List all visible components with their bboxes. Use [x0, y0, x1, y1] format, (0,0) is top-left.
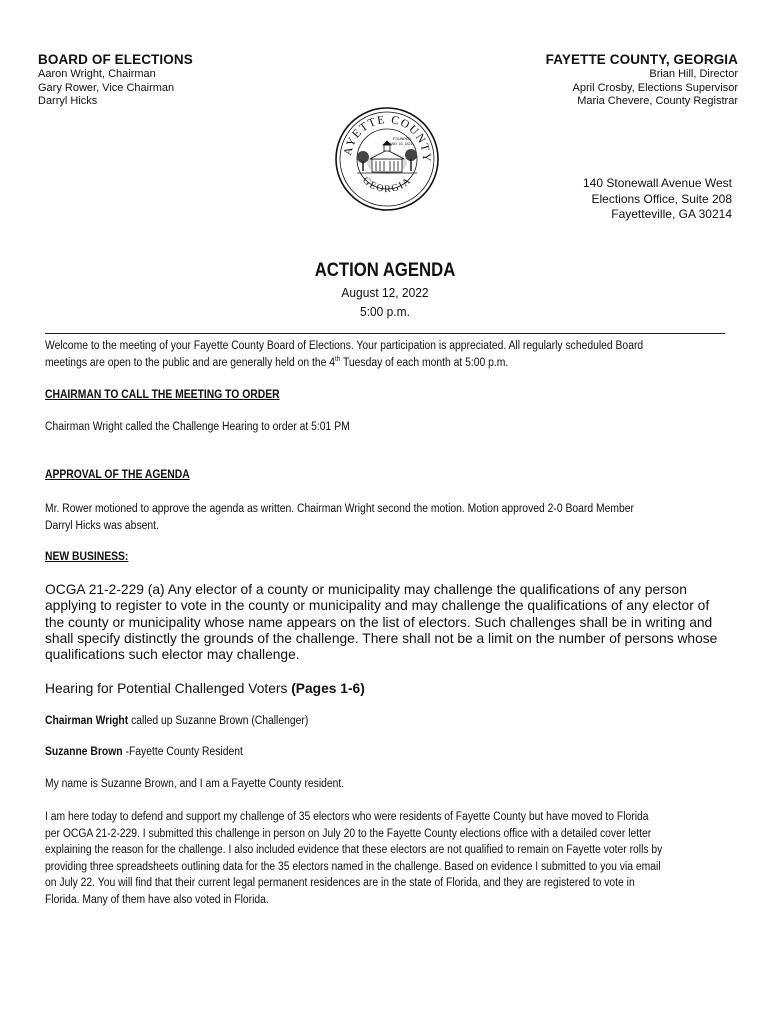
office-address — [583, 176, 732, 223]
testimony-line: explaining the reason for the challenge. I also included evidence that these electors are not qualified to remain on Fayette voter rolls by — [45, 844, 663, 856]
section-heading-new-business: NEW BUSINESS: — [45, 551, 129, 563]
speaker-role: -Fayette County Resident — [122, 746, 243, 758]
ocga-line: shall specify distinctly the grounds of the challenge. There shall not be a limit on the number of persons whose — [45, 630, 718, 646]
intro-text: meetings are open to the public and are generally held on the 4 — [45, 356, 336, 369]
section-heading-approval: APPROVAL OF THE AGENDA — [45, 469, 190, 481]
speaker-statement: My name is Suzanne Brown, and I am a Fayette County resident. — [45, 778, 345, 790]
board-title: BOARD OF ELECTIONS — [38, 52, 193, 67]
staff-list — [573, 68, 738, 109]
staff-line: Brian Hill, Director — [649, 68, 738, 80]
county-title: FAYETTE COUNTY, GEORGIA — [545, 52, 738, 67]
ocga-paragraph — [45, 582, 745, 663]
seal-founded-date: MAY 15, 1821 — [390, 142, 413, 146]
approval-text — [45, 501, 729, 534]
chairman-name: Chairman Wright — [45, 715, 129, 727]
intro-text: Tuesday of each month at 5:00 p.m. — [340, 356, 509, 369]
intro-line: Welcome to the meeting of your Fayette County Board of Elections. Your participation is appreciated. All regularly scheduled Board — [45, 340, 644, 352]
ocga-line: qualifications such elector may challenge. — [45, 647, 300, 663]
ocga-line: applying to register to vote in the county or municipality and may challenge the qualifications of any elector of — [45, 598, 710, 614]
speaker-line — [45, 744, 243, 761]
county-seal — [333, 105, 441, 213]
testimony-paragraph — [45, 809, 729, 908]
approval-line: Darryl Hicks was absent. — [45, 519, 159, 532]
speaker-name: Suzanne Brown — [45, 746, 123, 758]
ocga-line: the county or municipality whose name appears on the list of electors. Such challenges shall be in writing and — [45, 614, 713, 630]
address-line: 140 Stonewall Avenue West — [583, 176, 732, 190]
seal-founded-text: FOUNDED — [393, 137, 411, 141]
call-to-order-text: Chairman Wright called the Challenge Hearing to order at 5:01 PM — [45, 421, 350, 433]
address-line: Elections Office, Suite 208 — [591, 191, 732, 206]
intro-paragraph — [45, 338, 729, 371]
meeting-time: 5:00 p.m. — [360, 304, 410, 319]
testimony-line: providing three spreadsheets outlining data for the 35 electors named in the challenge. Based on evidence I submitted to you via email — [45, 860, 661, 873]
testimony-line: I am here today to defend and support my challenge of 35 electors who were residents of Fayette County but have moved to Florida — [45, 811, 649, 823]
staff-line: April Crosby, Elections Supervisor — [572, 81, 738, 94]
testimony-line: per OCGA 21-2-229. I submitted this challenge in person on July 20 to the Fayette County elections office with a detailed cover letter — [45, 827, 652, 840]
address-line: Fayetteville, GA 30214 — [611, 207, 732, 221]
staff-line: Maria Chevere, County Registrar — [577, 95, 738, 107]
called-up-text: called up Suzanne Brown (Challenger) — [128, 715, 309, 727]
called-up-line — [45, 713, 308, 730]
seal-top-text: AYETTE COUNTY — [342, 113, 433, 164]
testimony-line: Florida. Many of them have also voted in Florida. — [45, 893, 269, 906]
board-members — [38, 68, 174, 109]
meeting-date: August 12, 2022 — [341, 285, 429, 300]
intro-line — [45, 355, 729, 372]
ocga-line: OCGA 21-2-229 (a) Any elector of a county or municipality may challenge the qualifications of any person — [45, 582, 687, 597]
board-member-line: Aaron Wright, Chairman — [38, 68, 156, 80]
testimony-line: on July 22. You will find that their current legal permanent residences are in the state of Florida, and they are registered to vote in — [45, 877, 635, 889]
hearing-heading — [45, 681, 365, 697]
approval-line: Mr. Rower motioned to approve the agenda as written. Chairman Wright second the motion. Motion approved 2-0 Board Member — [45, 503, 634, 515]
board-member-line: Darryl Hicks — [38, 95, 98, 107]
ordinal-suffix: th — [335, 355, 341, 363]
title-divider — [45, 333, 725, 334]
hearing-pages: (Pages 1-6) — [291, 681, 365, 696]
agenda-title: ACTION AGENDA — [314, 260, 456, 281]
section-heading-call-to-order: CHAIRMAN TO CALL THE MEETING TO ORDER — [45, 389, 280, 401]
county-seal-graphic — [333, 105, 441, 213]
seal-bottom-text: GEORGIA — [360, 174, 414, 196]
board-member-line: Gary Rower, Vice Chairman — [38, 81, 175, 94]
hearing-label: Hearing for Potential Challenged Voters — [45, 681, 292, 696]
